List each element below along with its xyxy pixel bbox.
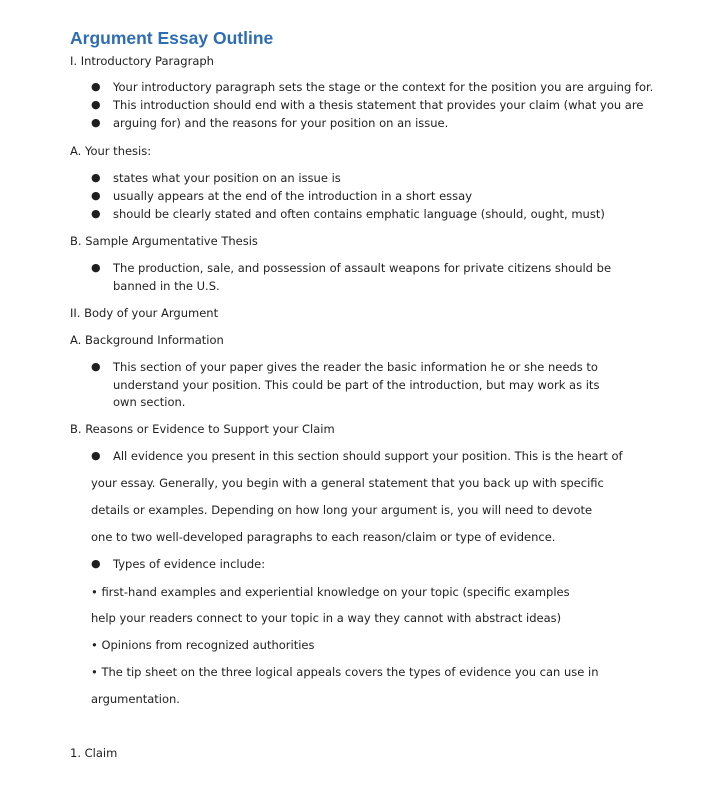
- reasons-line-3: details or examples. Depending on how long your argument is, you will need to devote: [91, 503, 593, 517]
- thesis-bullet-1: states what your position on an issue is: [113, 171, 341, 185]
- bullet-icon: ●: [91, 261, 101, 274]
- reasons-line-1: All evidence you present in this section should support your position. This is the heart of: [113, 449, 623, 463]
- intro-bullet-1: Your introductory paragraph sets the stage or the context for the position you are arguing for.: [113, 80, 654, 94]
- sample-line-1: The production, sale, and possession of assault weapons for private citizens should be: [113, 261, 612, 275]
- intro-heading: I. Introductory Paragraph: [70, 54, 214, 68]
- intro-bullet-2: This introduction should end with a thesis statement that provides your claim (what you are: [113, 98, 644, 112]
- types-heading: Types of evidence include:: [113, 557, 266, 571]
- bullet-icon: ●: [91, 98, 101, 111]
- reasons-heading: B. Reasons or Evidence to Support your Claim: [70, 422, 335, 436]
- bullet-icon: ●: [91, 171, 101, 184]
- bullet-icon: ●: [91, 116, 101, 129]
- evidence-line-1: • first-hand examples and experiential knowledge on your topic (specific examples: [91, 585, 570, 599]
- evidence-line-4: • The tip sheet on the three logical appeals covers the types of evidence you can use in: [91, 665, 599, 679]
- evidence-line-5: argumentation.: [91, 692, 180, 706]
- reasons-line-4: one to two well-developed paragraphs to each reason/claim or type of evidence.: [91, 530, 556, 544]
- background-line-2: understand your position. This could be part of the introduction, but may work as its: [113, 378, 600, 392]
- thesis-bullet-2: usually appears at the end of the introduction in a short essay: [113, 189, 472, 203]
- background-line-1: This section of your paper gives the reader the basic information he or she needs to: [113, 360, 598, 374]
- bullet-icon: ●: [91, 189, 101, 202]
- sample-heading: B. Sample Argumentative Thesis: [70, 234, 258, 248]
- bullet-icon: ●: [91, 80, 101, 93]
- reasons-line-2: your essay. Generally, you begin with a general statement that you back up with specific: [91, 476, 604, 490]
- background-heading: A. Background Information: [70, 333, 224, 347]
- thesis-bullet-3: should be clearly stated and often contains emphatic language (should, ought, must): [113, 207, 605, 221]
- intro-bullet-3: arguing for) and the reasons for your position on an issue.: [113, 116, 449, 130]
- claim-heading: 1. Claim: [70, 746, 118, 760]
- bullet-icon: ●: [91, 207, 101, 220]
- evidence-line-3: • Opinions from recognized authorities: [91, 638, 315, 652]
- bullet-icon: ●: [91, 557, 101, 570]
- sample-line-2: banned in the U.S.: [113, 279, 220, 293]
- body-heading: II. Body of your Argument: [70, 306, 219, 320]
- bullet-icon: ●: [91, 449, 101, 462]
- thesis-heading: A. Your thesis:: [70, 144, 152, 158]
- evidence-line-2: help your readers connect to your topic in a way they cannot with abstract ideas): [91, 611, 562, 625]
- bullet-icon: ●: [91, 360, 101, 373]
- document-title: Argument Essay Outline: [70, 28, 274, 48]
- background-line-3: own section.: [113, 395, 186, 409]
